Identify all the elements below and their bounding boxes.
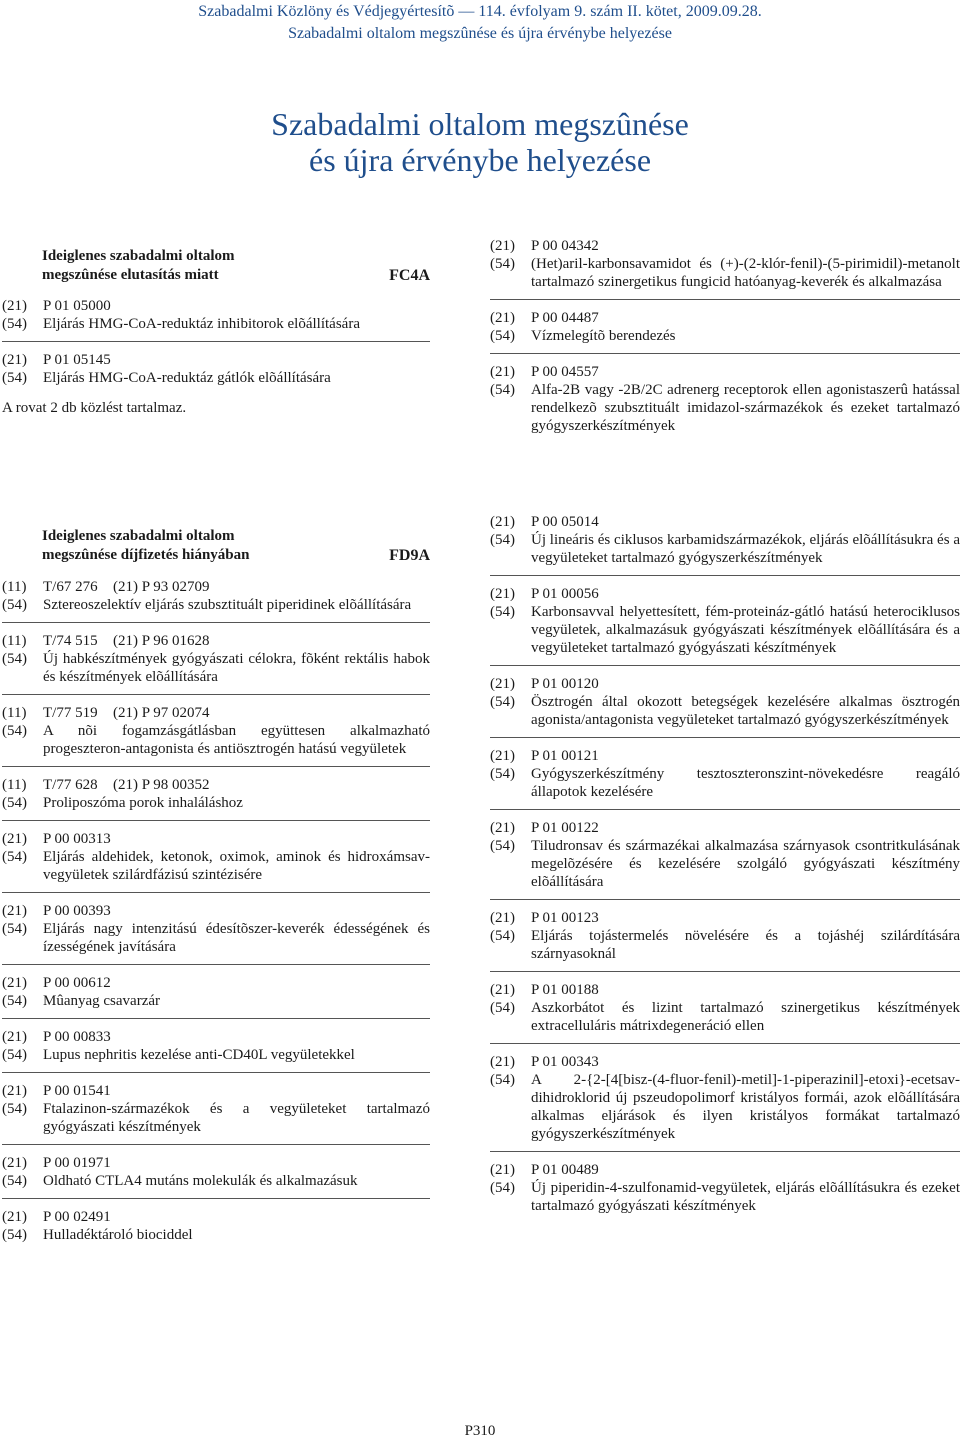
record-row-application (2, 830, 430, 848)
record-numbers (43, 704, 430, 722)
application-number: P 01 00120 (531, 676, 599, 692)
record-row-title (2, 1046, 430, 1064)
record-separator (2, 1144, 430, 1145)
invention-title: Hulladéktároló biociddel (43, 1227, 193, 1243)
application-number: P 00 01541 (43, 1083, 111, 1099)
record-row-application (2, 1208, 430, 1226)
invention-title: (Het)aril-karbonsavamidot és (+)-(2-klór-fenil)-(5-pirimidil)-metanolt tartalmazó szinergetikus fungicid hatóanyag-keverék és alkalmazása (531, 256, 960, 290)
right-column-top (490, 237, 960, 435)
page-title-line-1: Szabadalmi oltalom megszûnése (271, 106, 689, 142)
application-number: P 01 00056 (531, 586, 599, 602)
patent-record (2, 1208, 430, 1244)
record-row-title (2, 1100, 430, 1136)
record-row-title (2, 369, 430, 387)
patent-record (2, 902, 430, 956)
record-row-application (490, 513, 960, 531)
invention-title: Vízmelegítõ berendezés (531, 328, 676, 344)
invention-title: Új piperidin-4-szulfonamid-vegyületek, eljárás elõállításukra és ezeket tartalmazó gyógyászati készítmények (531, 1180, 960, 1214)
inid-code-54: (54) (2, 1173, 27, 1189)
record-row-title (490, 1179, 960, 1215)
section-fc4a-note: A rovat 2 db közlést tartalmaz. (2, 400, 187, 416)
inid-code-54: (54) (490, 604, 515, 620)
inid-code-54: (54) (2, 597, 27, 613)
record-row-application (2, 1082, 430, 1100)
inid-code-21: (21) (2, 1155, 27, 1171)
record-row-application (2, 1028, 430, 1046)
inid-code-21: (21) (490, 676, 515, 692)
record-row-application (490, 237, 960, 255)
invention-title: Lupus nephritis kezelése anti-CD40L vegyületekkel (43, 1047, 355, 1063)
invention-title: Alfa-2B vagy -2B/2C adrenerg receptorok ellen agonistaszerû hatással rendelkezõ szubsztituált imidazol-származékok és ezeket tartalmazó gyógyszerkészítmények (531, 382, 960, 434)
invention-title: Eljárás HMG-CoA-reduktáz inhibitorok elõállítására (43, 316, 360, 332)
record-row-title (2, 596, 430, 614)
record-separator (490, 299, 960, 300)
inid-code-54: (54) (2, 1047, 27, 1063)
inid-code-21: (21) (490, 364, 515, 380)
application-number: P 01 05145 (43, 352, 111, 368)
inid-code-21: (21) (490, 748, 515, 764)
inid-code-21: (21) (2, 1209, 27, 1225)
invention-title: Mûanyag csavarzár (43, 993, 161, 1009)
right-top-records (490, 237, 960, 435)
inid-code-54: (54) (2, 651, 27, 667)
inid-code-21: (21) (2, 298, 27, 314)
patent-record (2, 1154, 430, 1190)
inid-code-54: (54) (2, 993, 27, 1009)
application-number: P 01 00343 (531, 1054, 599, 1070)
inid-code-21: (21) (490, 820, 515, 836)
inid-code-11: (11) (2, 579, 27, 595)
section-fd9a-records (2, 578, 430, 1244)
inid-code-54: (54) (2, 316, 27, 332)
inid-code-54: (54) (2, 723, 27, 739)
record-separator (490, 737, 960, 738)
inid-code-21: (21) (2, 831, 27, 847)
application-number: P 93 02709 (141, 579, 210, 595)
record-row-title (2, 992, 430, 1010)
invention-title: Ftalazinon-származékok és a vegyületeket tartalmazó gyógyászati készítmények (43, 1101, 430, 1135)
record-row-application (2, 902, 430, 920)
patent-record (2, 578, 430, 614)
record-row-application (490, 747, 960, 765)
record-row-title (490, 837, 960, 891)
application-number: P 96 01628 (141, 633, 210, 649)
section-code-fd9a: FD9A (389, 547, 430, 564)
record-separator (2, 341, 430, 342)
record-separator (490, 899, 960, 900)
record-row-title (2, 1226, 430, 1244)
record-separator (490, 1151, 960, 1152)
invention-title: Eljárás HMG-CoA-reduktáz gátlók elõállítására (43, 370, 331, 386)
patent-record (490, 363, 960, 435)
record-row-title (490, 927, 960, 963)
patent-record (490, 237, 960, 291)
application-number: P 01 00122 (531, 820, 599, 836)
record-separator (490, 353, 960, 354)
application-number: P 00 04557 (531, 364, 599, 380)
patent-record (490, 585, 960, 657)
inid-code-21: (21) (113, 777, 138, 793)
invention-title: Ösztrogén által okozott betegségek kezelésére alkalmas ösztrogén agonista/antagonista vegyületeket tartalmazó gyógyszerkészítmények (531, 694, 960, 728)
record-separator (490, 1043, 960, 1044)
inid-code-21: (21) (2, 1083, 27, 1099)
application-number: P 00 00393 (43, 903, 111, 919)
record-row-publication (2, 578, 430, 596)
inid-code-21: (21) (2, 352, 27, 368)
record-row-publication (2, 704, 430, 722)
right-bottom-records (490, 513, 960, 1215)
record-row-title (2, 794, 430, 812)
patent-record (490, 1053, 960, 1143)
section-fc4a-heading (2, 247, 430, 285)
record-row-publication (2, 776, 430, 794)
inid-code-54: (54) (2, 921, 27, 937)
patent-record (490, 909, 960, 963)
inid-code-54: (54) (490, 1072, 515, 1088)
record-separator (2, 694, 430, 695)
invention-title: Karbonsavval helyettesített, fém-proteináz-gátló hatású heterociklusos vegyületek, alkalmazásuk gyógyászati készítmények elõállítására és a vegyületeket tartalmazó gyógyászati készítmények (531, 604, 960, 656)
publication-number: T/74 515 (43, 633, 98, 649)
patent-record (2, 776, 430, 812)
application-number: P 01 00123 (531, 910, 599, 926)
inid-code-21: (21) (113, 633, 138, 649)
record-row-title (2, 650, 430, 686)
publication-number: T/77 628 (43, 777, 98, 793)
inid-code-21: (21) (490, 586, 515, 602)
application-number: P 00 05014 (531, 514, 599, 530)
record-row-publication (2, 632, 430, 650)
invention-title: Új lineáris és ciklusos karbamidszármazékok, eljárás elõállításukra és a vegyületeket tartalmazó gyógyszerkészítmények (531, 532, 960, 566)
record-row-application (490, 981, 960, 999)
inid-code-54: (54) (490, 694, 515, 710)
record-separator (490, 809, 960, 810)
patent-record (490, 1161, 960, 1215)
invention-title: Új habkészítmények gyógyászati célokra, fõként rektális habok és készítmények elõállítására (43, 651, 430, 685)
invention-title: Oldható CTLA4 mutáns molekulák és alkalmazásuk (43, 1173, 358, 1189)
invention-title: Aszkorbátot és lizint tartalmazó szinergetikus készítmények extracelluláris mátrixdegeneráció ellen (531, 1000, 960, 1034)
patent-record (490, 981, 960, 1035)
record-row-application (490, 585, 960, 603)
inid-code-54: (54) (490, 1180, 515, 1196)
inid-code-21: (21) (490, 310, 515, 326)
patent-record (2, 297, 430, 333)
record-row-title (2, 920, 430, 956)
record-row-application (490, 675, 960, 693)
patent-record (2, 632, 430, 686)
inid-code-54: (54) (490, 838, 515, 854)
inid-code-54: (54) (490, 1000, 515, 1016)
record-row-title (490, 531, 960, 567)
patent-record (490, 747, 960, 801)
section-fd9a (2, 527, 430, 1244)
record-row-title (490, 1071, 960, 1143)
inid-code-54: (54) (490, 928, 515, 944)
patent-record (490, 819, 960, 891)
record-separator (2, 892, 430, 893)
application-number: P 00 00313 (43, 831, 111, 847)
inid-code-21: (21) (490, 982, 515, 998)
section-fc4a-heading-line-1: Ideiglenes szabadalmi oltalom (42, 248, 235, 264)
application-number: P 00 01971 (43, 1155, 111, 1171)
inid-code-54: (54) (2, 370, 27, 386)
record-row-application (490, 1053, 960, 1071)
application-number: P 00 00612 (43, 975, 111, 991)
invention-title: Eljárás aldehidek, ketonok, oximok, aminok és hidroxámsav-vegyületek szilárdfázisú szintézisére (43, 849, 430, 883)
invention-title: Gyógyszerkészítmény tesztoszteronszint-növekedésre reagáló állapotok kezelésére (531, 766, 960, 800)
inid-code-21: (21) (2, 975, 27, 991)
record-row-application (490, 1161, 960, 1179)
journal-header: Szabadalmi Közlöny és Védjegyértesítõ — 114. évfolyam 9. szám II. kötet, 2009.09.28. (198, 3, 762, 20)
page-title-line-2: és újra érvénybe helyezése (308, 142, 652, 178)
inid-code-54: (54) (2, 849, 27, 865)
record-row-application (490, 363, 960, 381)
inid-code-21: (21) (113, 705, 138, 721)
application-number: P 98 00352 (141, 777, 210, 793)
section-fd9a-heading (2, 527, 430, 565)
invention-title: A nõi fogamzásgátlásban együttesen alkalmazható progeszteron-antagonista és antiösztrogén hatású vegyületek (43, 723, 430, 757)
inid-code-21: (21) (2, 1029, 27, 1045)
inid-code-54: (54) (490, 256, 515, 272)
section-fc4a-records (2, 297, 430, 387)
section-fc4a-heading-line-2: megszûnése elutasítás miatt (42, 267, 219, 283)
inid-code-21: (21) (490, 1054, 515, 1070)
patent-record (2, 1028, 430, 1064)
invention-title: Tiludronsav és származékai alkalmazása szárnyasok csontritkulásának megelõzésére és kezelésére szolgáló gyógyászati készítmény elõállítására (531, 838, 960, 890)
inid-code-54: (54) (490, 532, 515, 548)
patent-record (2, 351, 430, 387)
application-number: P 01 00188 (531, 982, 599, 998)
record-row-title (490, 603, 960, 657)
section-header: Szabadalmi oltalom megszûnése és újra érvénybe helyezése (288, 25, 672, 42)
invention-title: A 2-{2-[4[bisz-(4-fluor-fenil)-metil]-1-piperazinil]-etoxi}-ecetsav-dihidroklorid új pszeudopolimorf kristályos formái, azok elõállítására alkalmas eljárások és ilyen kristályos formákat tartalmazó gyógyszerkészítmények (531, 1072, 960, 1142)
record-separator (2, 964, 430, 965)
inid-code-21: (21) (490, 238, 515, 254)
application-number: P 00 04487 (531, 310, 599, 326)
record-separator (2, 766, 430, 767)
page-number: P310 (464, 1423, 496, 1439)
application-number: P 01 00121 (531, 748, 599, 764)
record-row-application (2, 1154, 430, 1172)
inid-code-21: (21) (490, 910, 515, 926)
inid-code-21: (21) (113, 579, 138, 595)
publication-number: T/77 519 (43, 705, 98, 721)
invention-title: Eljárás tojástermelés növelésére és a tojáshéj szilárdítására szárnyasoknál (531, 928, 960, 962)
inid-code-54: (54) (490, 328, 515, 344)
record-row-title (2, 722, 430, 758)
invention-title: Eljárás nagy intenzitású édesítõszer-keverék édességének és ízességének javítására (43, 921, 430, 955)
record-row-title (490, 255, 960, 291)
record-separator (2, 1072, 430, 1073)
inid-code-11: (11) (2, 633, 27, 649)
patent-record (2, 830, 430, 884)
record-separator (2, 1018, 430, 1019)
record-row-title (2, 848, 430, 884)
inid-code-54: (54) (490, 382, 515, 398)
patent-record (2, 974, 430, 1010)
application-number: P 00 02491 (43, 1209, 111, 1225)
section-fc4a (2, 247, 430, 417)
record-row-application (2, 974, 430, 992)
section-code-fc4a: FC4A (389, 267, 430, 284)
record-separator (2, 622, 430, 623)
record-numbers (43, 578, 430, 596)
patent-record (2, 704, 430, 758)
inid-code-54: (54) (2, 1101, 27, 1117)
patent-record (2, 1082, 430, 1136)
patent-record (490, 513, 960, 567)
record-row-title (2, 315, 430, 333)
record-separator (490, 971, 960, 972)
application-number: P 00 04342 (531, 238, 599, 254)
section-fd9a-heading-line-2: megszûnése díjfizetés hiányában (42, 547, 250, 563)
patent-record (490, 309, 960, 345)
inid-code-54: (54) (490, 766, 515, 782)
inid-code-11: (11) (2, 777, 27, 793)
inid-code-21: (21) (490, 514, 515, 530)
record-row-title (490, 999, 960, 1035)
application-number: P 97 02074 (141, 705, 210, 721)
record-row-application (2, 351, 430, 369)
inid-code-54: (54) (2, 795, 27, 811)
section-fd9a-heading-line-1: Ideiglenes szabadalmi oltalom (42, 528, 235, 544)
record-row-application (490, 909, 960, 927)
invention-title: Sztereoszelektív eljárás szubsztituált piperidinek elõállítására (43, 597, 412, 613)
patent-record (490, 675, 960, 729)
record-separator (2, 820, 430, 821)
application-number: P 01 00489 (531, 1162, 599, 1178)
inid-code-21: (21) (490, 1162, 515, 1178)
right-column-bottom (490, 513, 960, 1215)
record-row-application (2, 297, 430, 315)
record-separator (490, 575, 960, 576)
application-number: P 00 00833 (43, 1029, 111, 1045)
record-row-title (490, 327, 960, 345)
invention-title: Proliposzóma porok inhaláláshoz (43, 795, 243, 811)
application-number: P 01 05000 (43, 298, 111, 314)
record-row-title (2, 1172, 430, 1190)
publication-number: T/67 276 (43, 579, 98, 595)
record-row-title (490, 381, 960, 435)
record-row-application (490, 309, 960, 327)
record-row-application (490, 819, 960, 837)
record-numbers (43, 776, 430, 794)
inid-code-54: (54) (2, 1227, 27, 1243)
record-numbers (43, 632, 430, 650)
record-row-title (490, 765, 960, 801)
record-separator (490, 665, 960, 666)
inid-code-21: (21) (2, 903, 27, 919)
record-row-title (490, 693, 960, 729)
inid-code-11: (11) (2, 705, 27, 721)
record-separator (2, 1198, 430, 1199)
